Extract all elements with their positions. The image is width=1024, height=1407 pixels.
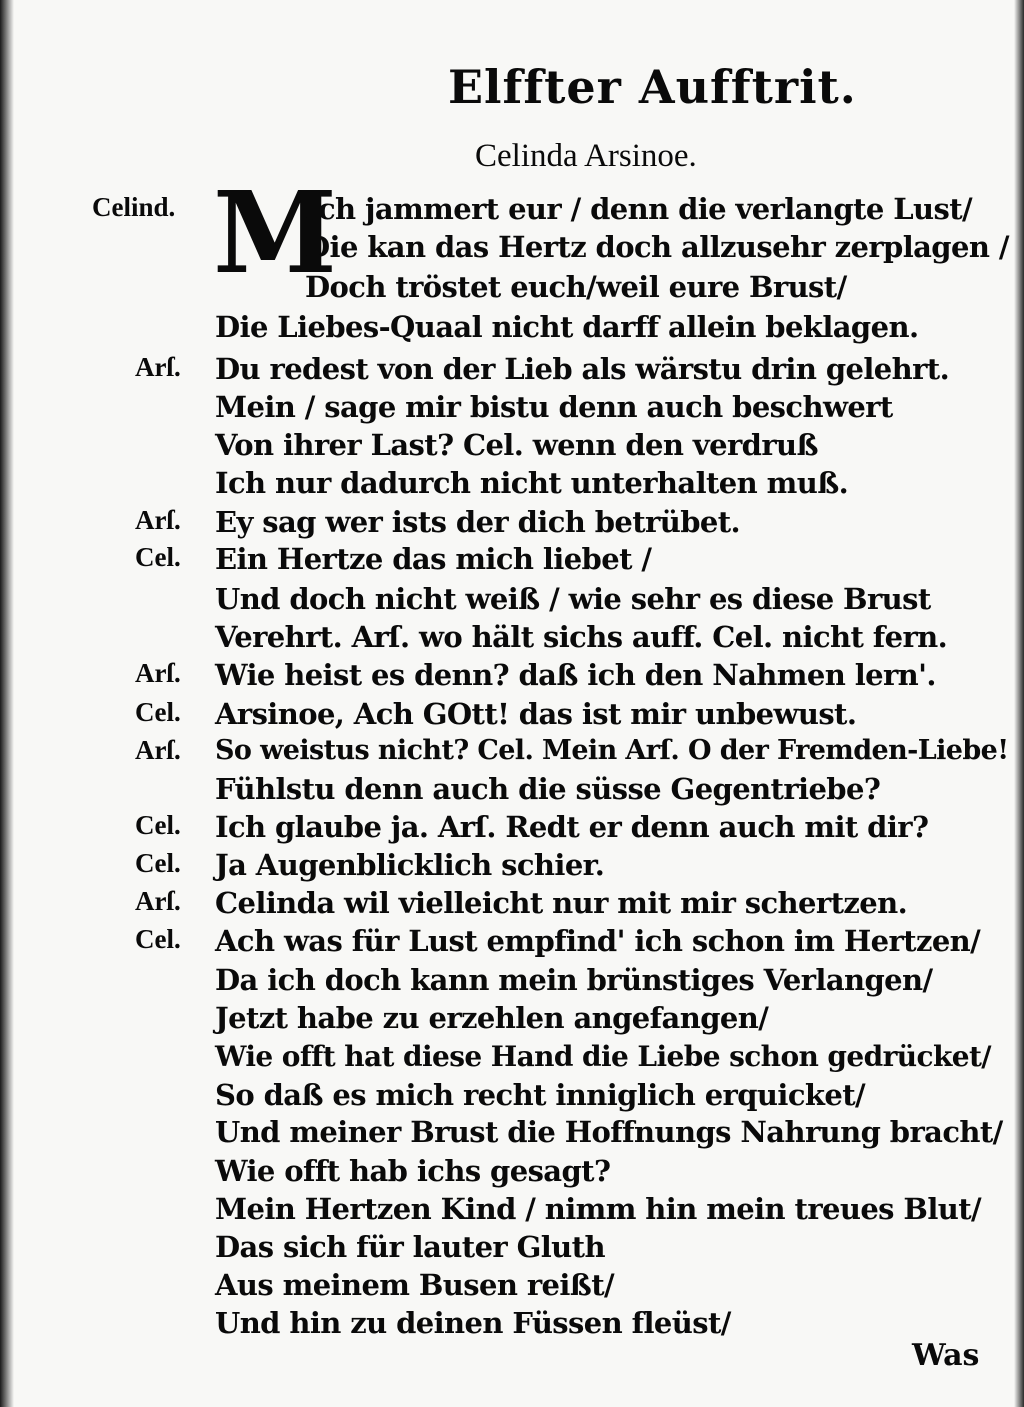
catchword: Was xyxy=(912,1338,980,1373)
dialogue-line xyxy=(0,886,1024,926)
verse-text: Und meiner Brust die Hoffnungs Nahrung bracht/ xyxy=(215,1115,1003,1149)
verse-text: Mein / sage mir bistu denn auch beschwert xyxy=(215,390,893,424)
verse-text: Celinda wil vielleicht nur mit mir schertzen. xyxy=(215,886,908,920)
verse-text: Ein Hertze das mich liebet / xyxy=(215,542,652,576)
dialogue-line xyxy=(0,1230,1024,1270)
verse-text: Doch tröstet euch/weil eure Brust/ xyxy=(305,270,847,304)
verse-text: Ey sag wer ists der dich betrübet. xyxy=(215,505,741,539)
dialogue-line xyxy=(0,1001,1024,1041)
verse-text: Wie offt hat diese Hand die Liebe schon gedrücket/ xyxy=(215,1040,991,1073)
dialogue-line xyxy=(0,963,1024,1003)
dialogue-line xyxy=(0,1040,1024,1080)
scene-title: Elffter Aufftrit. xyxy=(448,60,857,114)
verse-text: Da ich doch kann mein brünstiges Verlangen/ xyxy=(215,963,933,997)
verse-text: Fühlstu denn auch die süsse Gegentriebe? xyxy=(215,772,881,806)
dialogue-line xyxy=(0,505,1024,545)
speaker-name: Celind. xyxy=(92,192,176,222)
verse-text: Jetzt habe zu erzehlen angefangen/ xyxy=(215,1001,769,1035)
dialogue-line xyxy=(0,230,1024,270)
speaker-name: Cel. xyxy=(135,810,181,840)
dialogue-line xyxy=(0,466,1024,506)
verse-text: So daß es mich recht inniglich erquicket/ xyxy=(215,1078,866,1112)
dialogue-line xyxy=(0,1078,1024,1118)
verse-text: Ich glaube ja. Arſ. Redt er denn auch mit dir? xyxy=(215,810,929,844)
verse-text: Wie heist es denn? daß ich den Nahmen lern'. xyxy=(215,658,936,692)
speaker-name: Arſ. xyxy=(135,886,181,916)
cast-list: Celinda Arsinoe. xyxy=(475,138,697,174)
verse-text: Die Liebes-Quaal nicht darff allein beklagen. xyxy=(215,310,919,344)
verse-text: Und hin zu deinen Füssen fleüst/ xyxy=(215,1306,731,1340)
dialogue-line xyxy=(0,1306,1024,1346)
dialogue-line xyxy=(0,352,1024,392)
dialogue-line xyxy=(0,1268,1024,1308)
verse-text: So weistus nicht? Cel. Mein Arſ. O der Fremden-Liebe! xyxy=(215,735,1009,766)
dialogue-line xyxy=(0,772,1024,812)
verse-text: Aus meinem Busen reißt/ xyxy=(215,1268,614,1302)
speaker-name: Arſ. xyxy=(135,735,181,765)
verse-text: Wie offt hab ichs gesagt? xyxy=(215,1154,611,1188)
dialogue-line xyxy=(0,310,1024,350)
verse-text: Und doch nicht weiß / wie sehr es diese Brust xyxy=(215,582,931,616)
verse-text: Mein Hertzen Kind / nimm hin mein treues Blut/ xyxy=(215,1192,982,1226)
speaker-name: Cel. xyxy=(135,697,181,727)
dialogue-line xyxy=(0,390,1024,430)
dialogue-line xyxy=(0,620,1024,660)
drop-cap: M xyxy=(213,168,337,299)
speaker-name: Arſ. xyxy=(135,352,181,382)
verse-text: Verehrt. Arſ. wo hält sichs auff. Cel. nicht fern. xyxy=(215,620,948,654)
dialogue-line xyxy=(0,1115,1024,1155)
dialogue-line xyxy=(0,270,1024,310)
speaker-name: Arſ. xyxy=(135,658,181,688)
dialogue-line xyxy=(0,428,1024,468)
verse-text: Du redest von der Lieb als wärstu drin gelehrt. xyxy=(215,352,950,386)
dialogue-line xyxy=(0,810,1024,850)
dialogue-line xyxy=(0,192,1024,232)
verse-text: Von ihrer Last? Cel. wenn den verdruß xyxy=(215,428,818,462)
dialogue-line xyxy=(0,1154,1024,1194)
dialogue-line xyxy=(0,1192,1024,1232)
verse-text: Die kan das Hertz doch allzusehr zerplagen / xyxy=(305,230,1009,264)
dialogue-line xyxy=(0,697,1024,737)
dialogue-line xyxy=(0,848,1024,888)
verse-text: Das sich für lauter Gluth xyxy=(215,1230,605,1264)
speaker-name: Cel. xyxy=(135,924,181,954)
speaker-name: Cel. xyxy=(135,542,181,572)
dialogue-line xyxy=(0,924,1024,964)
dialogue-line xyxy=(0,542,1024,582)
verse-text: Ja Augenblicklich schier. xyxy=(215,848,605,882)
verse-text: Ich nur dadurch nicht unterhalten muß. xyxy=(215,466,849,500)
dialogue-line xyxy=(0,735,1024,775)
speaker-name: Cel. xyxy=(135,848,181,878)
verse-text: Ich jammert eur / denn die verlangte Lust/ xyxy=(305,192,972,226)
speaker-name: Arſ. xyxy=(135,505,181,535)
verse-text: Ach was für Lust empfind' ich schon im Hertzen/ xyxy=(215,924,981,958)
dialogue-line xyxy=(0,582,1024,622)
dialogue-line xyxy=(0,658,1024,698)
verse-text: Arsinoe, Ach GOtt! das ist mir unbewust. xyxy=(215,697,857,731)
